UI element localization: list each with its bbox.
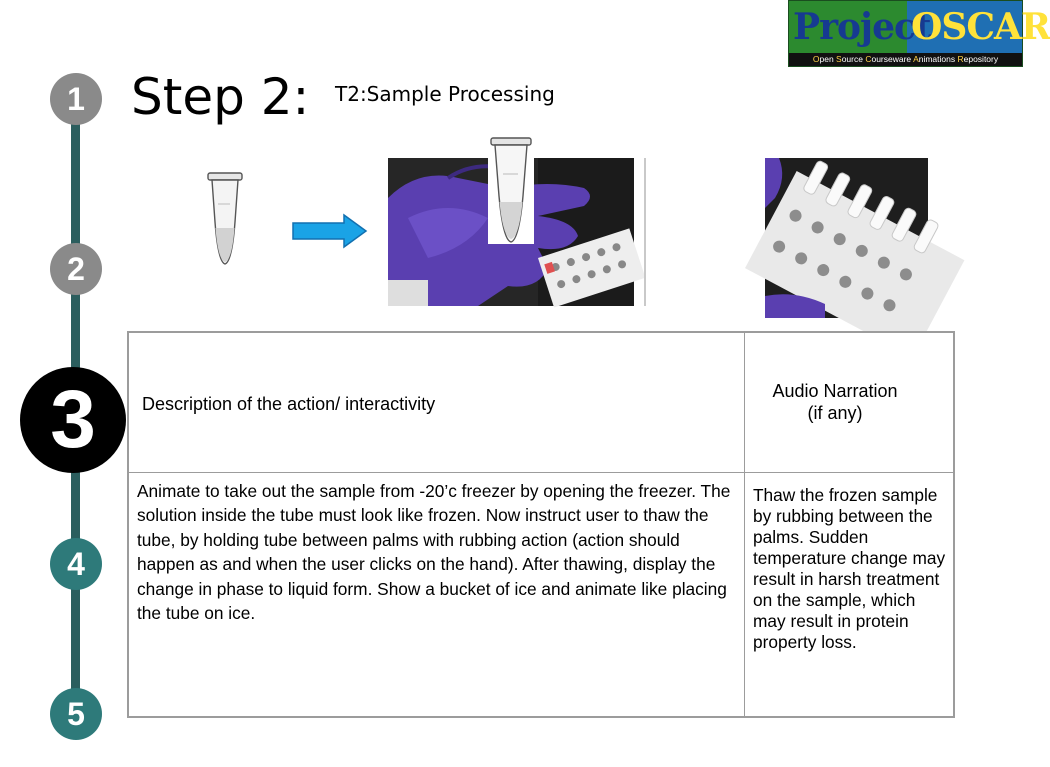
table-row-divider xyxy=(129,472,953,473)
page-subtitle: T2:Sample Processing xyxy=(335,82,555,106)
step-5-marker: 5 xyxy=(50,688,102,740)
project-oscar-logo xyxy=(788,0,1050,67)
logo-tagline: Open Source Courseware Animations Repository xyxy=(789,53,1022,66)
audio-header-line1: Audio Narration xyxy=(772,381,898,401)
photo-divider xyxy=(644,158,646,306)
logo-word-project: Project xyxy=(793,6,931,48)
step-2-marker: 2 xyxy=(50,243,102,295)
audio-narration-text: Thaw the frozen sample by rubbing between the palms. Sudden temperature change may result in harsh treatment on the sample, which may result in protein property loss. xyxy=(753,485,946,652)
step-4-marker: 4 xyxy=(50,538,102,590)
microcentrifuge-tube-icon xyxy=(204,170,246,268)
tube-rack-photo xyxy=(765,158,928,318)
page-title: Step 2: xyxy=(131,68,310,126)
large-microcentrifuge-tube-icon xyxy=(488,136,534,244)
action-description-text: Animate to take out the sample from -20’c freezer by opening the freezer. The solution inside the tube must look like frozen. Now instruct user to thaw the tube, by holding tube between palms with rubbing action (action should happen as and when the user clicks on the hand). After thawing, display the change in phase to liquid form. Show a bucket of ice and animate like placing the tube on ice. xyxy=(137,481,731,624)
step-1-marker: 1 xyxy=(50,73,102,125)
audio-header-line2: (if any) xyxy=(807,403,863,423)
description-column-header: Description of the action/ interactivity xyxy=(142,394,436,414)
large-tube-overlay xyxy=(488,136,534,244)
storyboard-table xyxy=(127,331,955,718)
right-arrow-icon xyxy=(292,214,368,248)
step-3-marker: 3 xyxy=(20,367,126,473)
audio-column-header xyxy=(745,380,925,424)
logo-word-oscar: OSCAR xyxy=(911,6,1050,48)
